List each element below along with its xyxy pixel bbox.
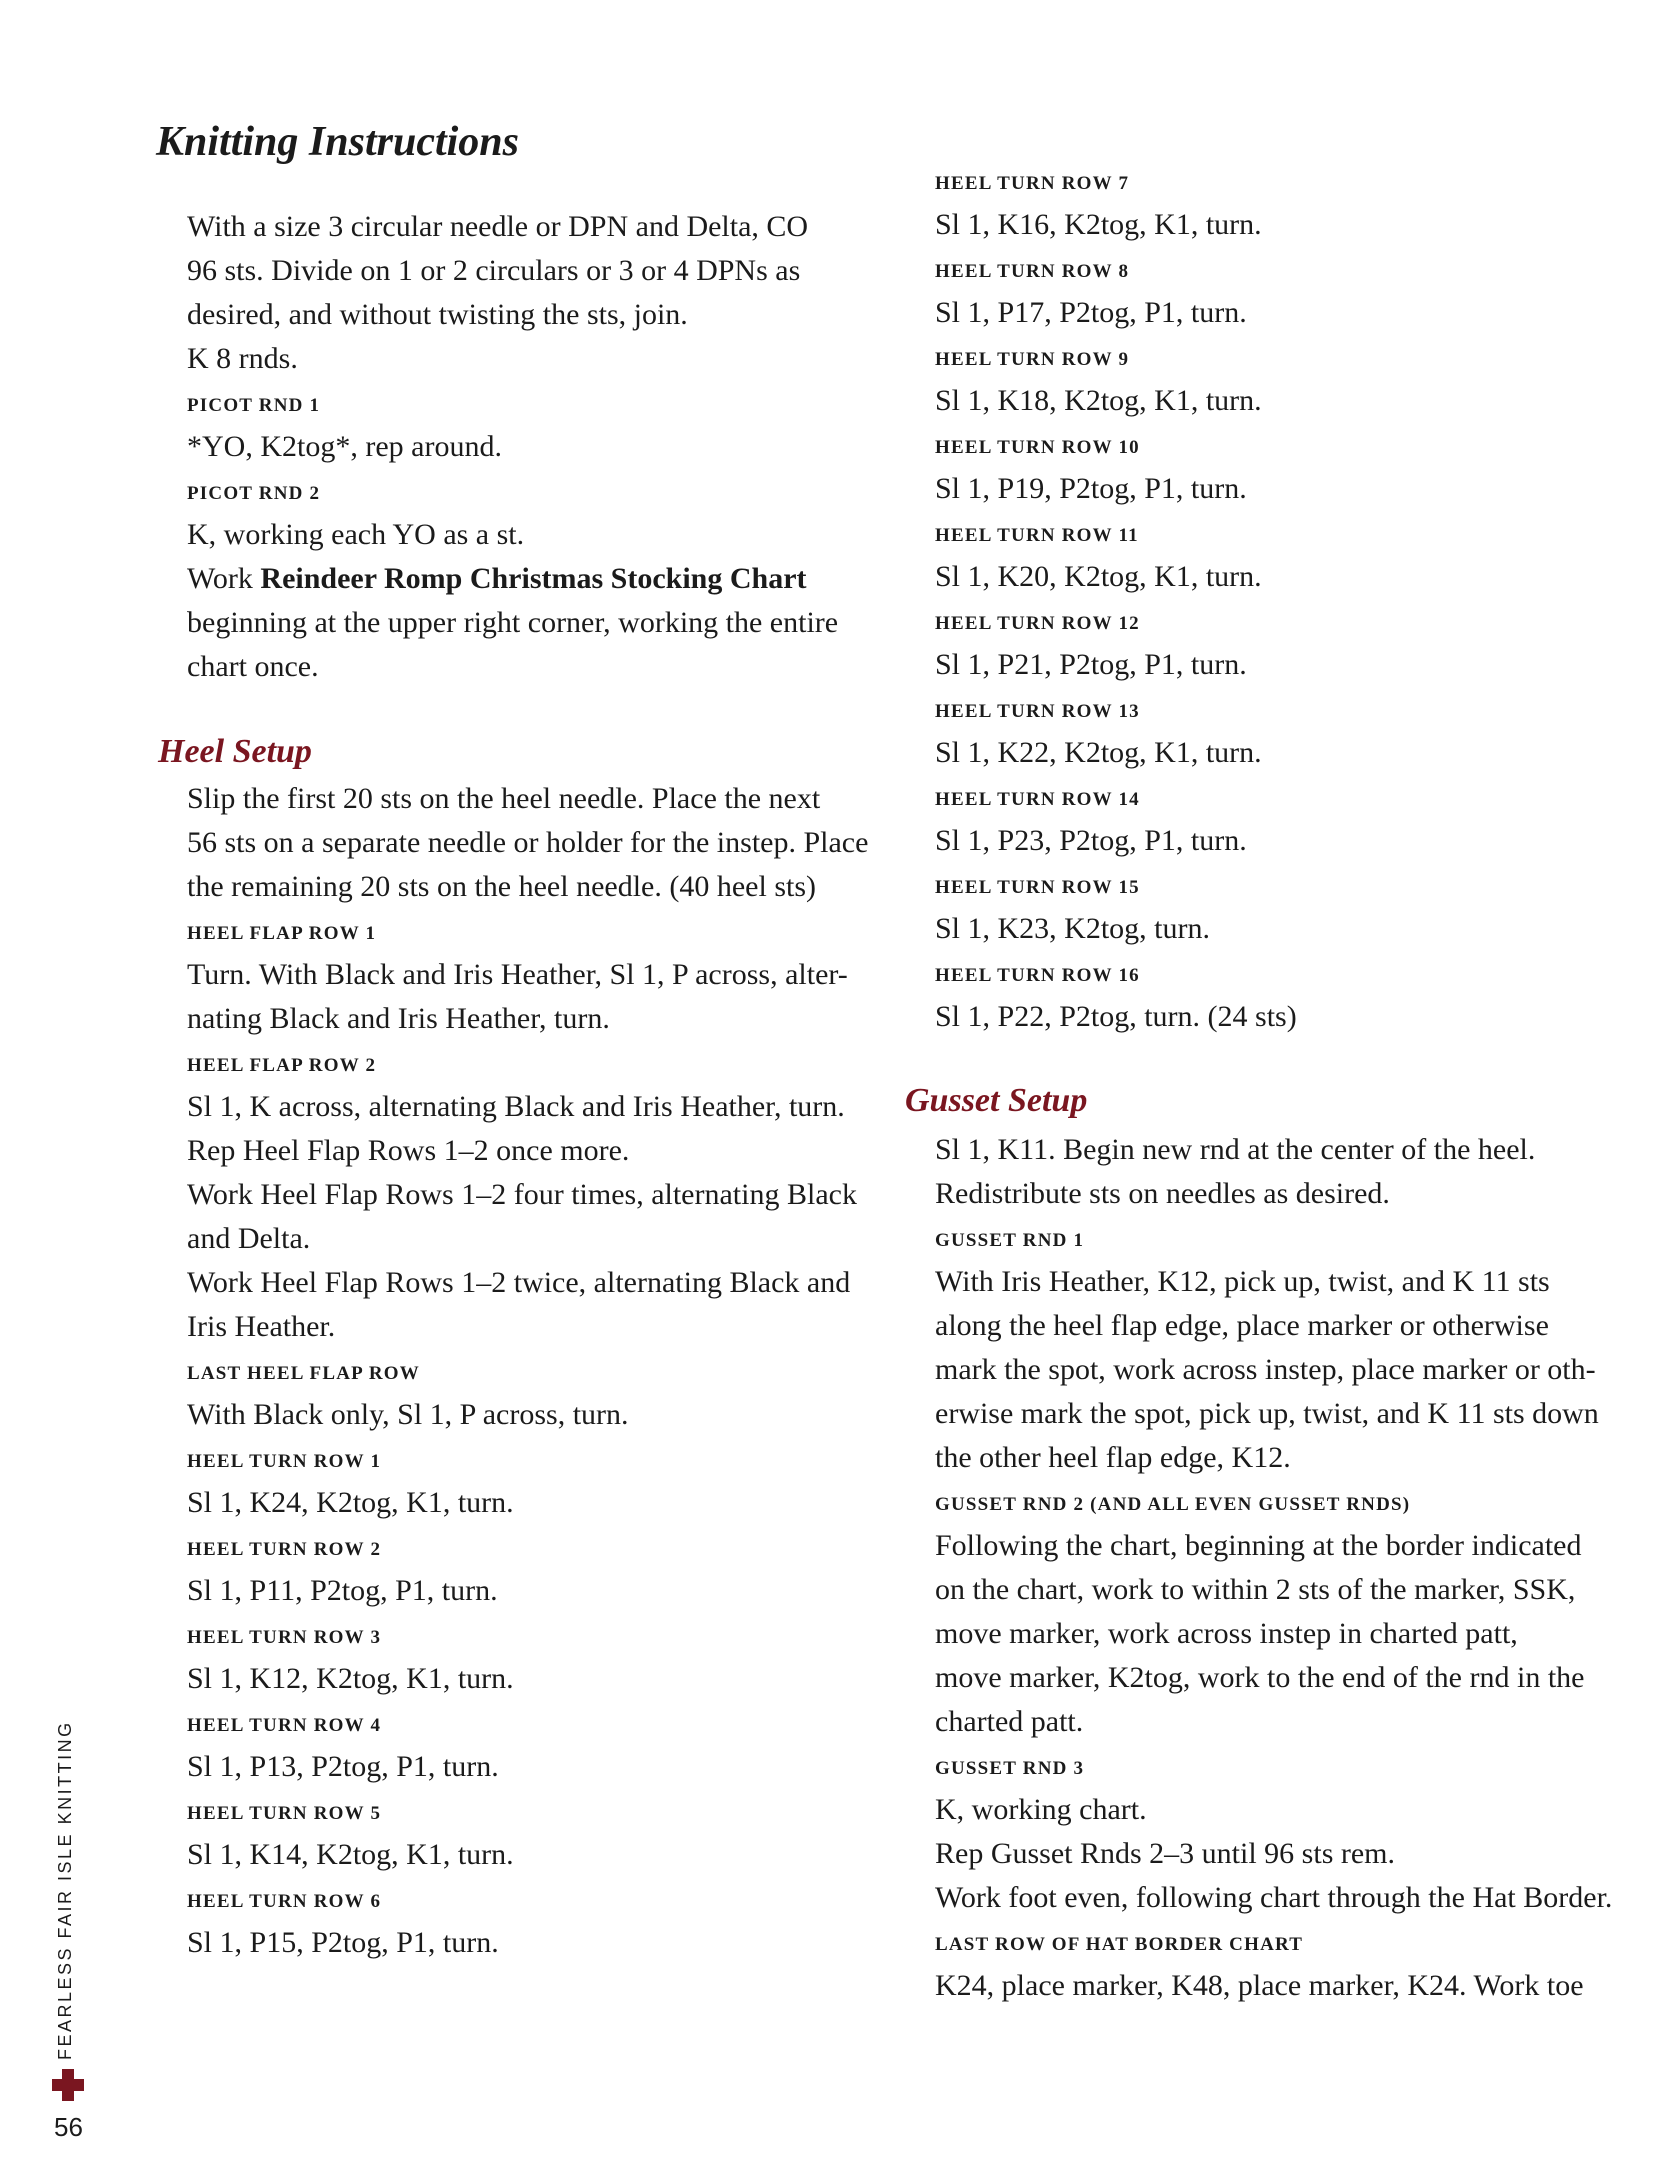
chart-name: Reindeer Romp Christmas Stocking Chart <box>260 562 807 595</box>
gusset-rnd-1-line: erwise mark the spot, pick up, twist, and K 11 sts down <box>935 1397 1599 1430</box>
picot-rnd-1-label: PICOT RND 1 <box>187 395 321 416</box>
gusset-rnd-2-line: charted patt. <box>935 1705 1084 1738</box>
heel-turn-row-label: HEEL TURN ROW 7 <box>935 173 1130 194</box>
chart-instruction-pre: Work <box>187 562 261 595</box>
heel-turn-row-text: Sl 1, K23, K2tog, turn. <box>935 912 1211 945</box>
gusset-rnd-2-label: GUSSET RND 2 (AND ALL EVEN GUSSET RNDS) <box>935 1494 1411 1515</box>
chart-instruction-line <box>187 561 807 597</box>
heel-setup-heading: Heel Setup <box>158 733 312 770</box>
heel-flap-row-1-line: nating Black and Iris Heather, turn. <box>187 1002 610 1035</box>
heel-flap-row-1-label: HEEL FLAP ROW 1 <box>187 923 377 944</box>
last-heel-flap-row-text: With Black only, Sl 1, P across, turn. <box>187 1398 629 1431</box>
intro-line: beginning at the upper right corner, working the entire <box>187 606 839 639</box>
heel-flap-row-2-line: Work Heel Flap Rows 1–2 twice, alternating Black and <box>187 1266 851 1299</box>
gusset-setup-line: Sl 1, K11. Begin new rnd at the center of the heel. <box>935 1133 1536 1166</box>
heel-turn-row-label: HEEL TURN ROW 12 <box>935 613 1140 634</box>
heel-turn-row-text: Sl 1, P19, P2tog, P1, turn. <box>935 472 1247 505</box>
heel-flap-row-2-line: Sl 1, K across, alternating Black and Iris Heather, turn. <box>187 1090 845 1123</box>
gusset-rnd-3-line: Rep Gusset Rnds 2–3 until 96 sts rem. <box>935 1837 1396 1870</box>
heel-turn-row-label: HEEL TURN ROW 3 <box>187 1627 382 1648</box>
gusset-rnd-2-line: move marker, K2tog, work to the end of the rnd in the <box>935 1661 1585 1694</box>
picot-rnd-2-label: PICOT RND 2 <box>187 483 321 504</box>
heel-turn-row-text: Sl 1, P21, P2tog, P1, turn. <box>935 648 1247 681</box>
gusset-rnd-1-line: With Iris Heather, K12, pick up, twist, and K 11 sts <box>935 1265 1550 1298</box>
heel-setup-line: 56 sts on a separate needle or holder for the instep. Place <box>187 826 869 859</box>
heel-turn-row-text: Sl 1, P11, P2tog, P1, turn. <box>187 1574 498 1607</box>
heel-turn-row-label: HEEL TURN ROW 13 <box>935 701 1140 722</box>
heel-turn-row-text: Sl 1, P15, P2tog, P1, turn. <box>187 1926 499 1959</box>
cross-icon <box>51 2068 85 2102</box>
heel-setup-line: Slip the first 20 sts on the heel needle. Place the next <box>187 782 821 815</box>
gusset-rnd-1-line: mark the spot, work across instep, place marker or oth- <box>935 1353 1596 1386</box>
intro-line: With a size 3 circular needle or DPN and Delta, CO <box>187 210 809 243</box>
heel-turn-row-label: HEEL TURN ROW 6 <box>187 1891 382 1912</box>
last-row-hat-border-text: K24, place marker, K48, place marker, K24. Work toe <box>935 1969 1584 2002</box>
heel-flap-row-2-line: Rep Heel Flap Rows 1–2 once more. <box>187 1134 630 1167</box>
picot-rnd-1-text: *YO, K2tog*, rep around. <box>187 430 502 463</box>
heel-turn-row-text: Sl 1, P17, P2tog, P1, turn. <box>935 296 1247 329</box>
heel-turn-row-text: Sl 1, P13, P2tog, P1, turn. <box>187 1750 499 1783</box>
intro-line: desired, and without twisting the sts, join. <box>187 298 688 331</box>
intro-line: 96 sts. Divide on 1 or 2 circulars or 3 or 4 DPNs as <box>187 254 801 287</box>
heel-setup-line: the remaining 20 sts on the heel needle. (40 heel sts) <box>187 870 816 903</box>
heel-turn-row-text: Sl 1, K14, K2tog, K1, turn. <box>187 1838 514 1871</box>
book-title-sidebar: FEARLESS FAIR ISLE KNITTING <box>55 1720 75 2060</box>
heel-turn-row-text: Sl 1, K12, K2tog, K1, turn. <box>187 1662 514 1695</box>
heel-turn-row-text: Sl 1, K16, K2tog, K1, turn. <box>935 208 1262 241</box>
heel-turn-row-label: HEEL TURN ROW 15 <box>935 877 1140 898</box>
heel-turn-row-text: Sl 1, K20, K2tog, K1, turn. <box>935 560 1262 593</box>
heel-turn-row-label: HEEL TURN ROW 4 <box>187 1715 382 1736</box>
heel-turn-row-label: HEEL TURN ROW 1 <box>187 1451 382 1472</box>
last-row-hat-border-label: LAST ROW OF HAT BORDER CHART <box>935 1934 1304 1955</box>
gusset-rnd-2-line: Following the chart, beginning at the border indicated <box>935 1529 1582 1562</box>
heel-flap-row-2-label: HEEL FLAP ROW 2 <box>187 1055 377 1076</box>
heel-turn-row-label: HEEL TURN ROW 10 <box>935 437 1140 458</box>
intro-line: chart once. <box>187 650 319 683</box>
gusset-rnd-1-line: the other heel flap edge, K12. <box>935 1441 1291 1474</box>
heel-flap-row-2-line: Work Heel Flap Rows 1–2 four times, alternating Black <box>187 1178 857 1211</box>
gusset-rnd-1-line: along the heel flap edge, place marker or otherwise <box>935 1309 1549 1342</box>
gusset-rnd-1-label: GUSSET RND 1 <box>935 1230 1085 1251</box>
heel-flap-row-2-line: Iris Heather. <box>187 1310 336 1343</box>
gusset-setup-heading: Gusset Setup <box>905 1082 1088 1119</box>
last-heel-flap-row-label: LAST HEEL FLAP ROW <box>187 1363 420 1384</box>
picot-rnd-2-text: K, working each YO as a st. <box>187 518 525 551</box>
heel-turn-row-label: HEEL TURN ROW 14 <box>935 789 1140 810</box>
heel-turn-row-label: HEEL TURN ROW 2 <box>187 1539 382 1560</box>
gusset-rnd-3-line: K, working chart. <box>935 1793 1147 1826</box>
heel-turn-row-label: HEEL TURN ROW 16 <box>935 965 1140 986</box>
gusset-setup-line: Redistribute sts on needles as desired. <box>935 1177 1390 1210</box>
gusset-rnd-3-line: Work foot even, following chart through the Hat Border. <box>935 1881 1613 1914</box>
intro-line: K 8 rnds. <box>187 342 298 375</box>
page-number: 56 <box>54 2112 83 2142</box>
gusset-rnd-3-label: GUSSET RND 3 <box>935 1758 1085 1779</box>
heel-flap-row-1-line: Turn. With Black and Iris Heather, Sl 1, P across, alter- <box>187 958 848 991</box>
page-title: Knitting Instructions <box>156 119 520 165</box>
gusset-rnd-2-line: on the chart, work to within 2 sts of the marker, SSK, <box>935 1573 1576 1606</box>
heel-turn-row-label: HEEL TURN ROW 8 <box>935 261 1130 282</box>
heel-turn-row-text: Sl 1, K22, K2tog, K1, turn. <box>935 736 1262 769</box>
heel-turn-row-text: Sl 1, K24, K2tog, K1, turn. <box>187 1486 514 1519</box>
heel-turn-row-label: HEEL TURN ROW 11 <box>935 525 1139 546</box>
heel-turn-row-text: Sl 1, P23, P2tog, P1, turn. <box>935 824 1247 857</box>
heel-turn-row-label: HEEL TURN ROW 5 <box>187 1803 382 1824</box>
heel-turn-row-text: Sl 1, K18, K2tog, K1, turn. <box>935 384 1262 417</box>
gusset-rnd-2-line: move marker, work across instep in charted patt, <box>935 1617 1518 1650</box>
heel-turn-row-text: Sl 1, P22, P2tog, turn. (24 sts) <box>935 1000 1297 1033</box>
heel-turn-row-label: HEEL TURN ROW 9 <box>935 349 1130 370</box>
heel-flap-row-2-line: and Delta. <box>187 1222 311 1255</box>
